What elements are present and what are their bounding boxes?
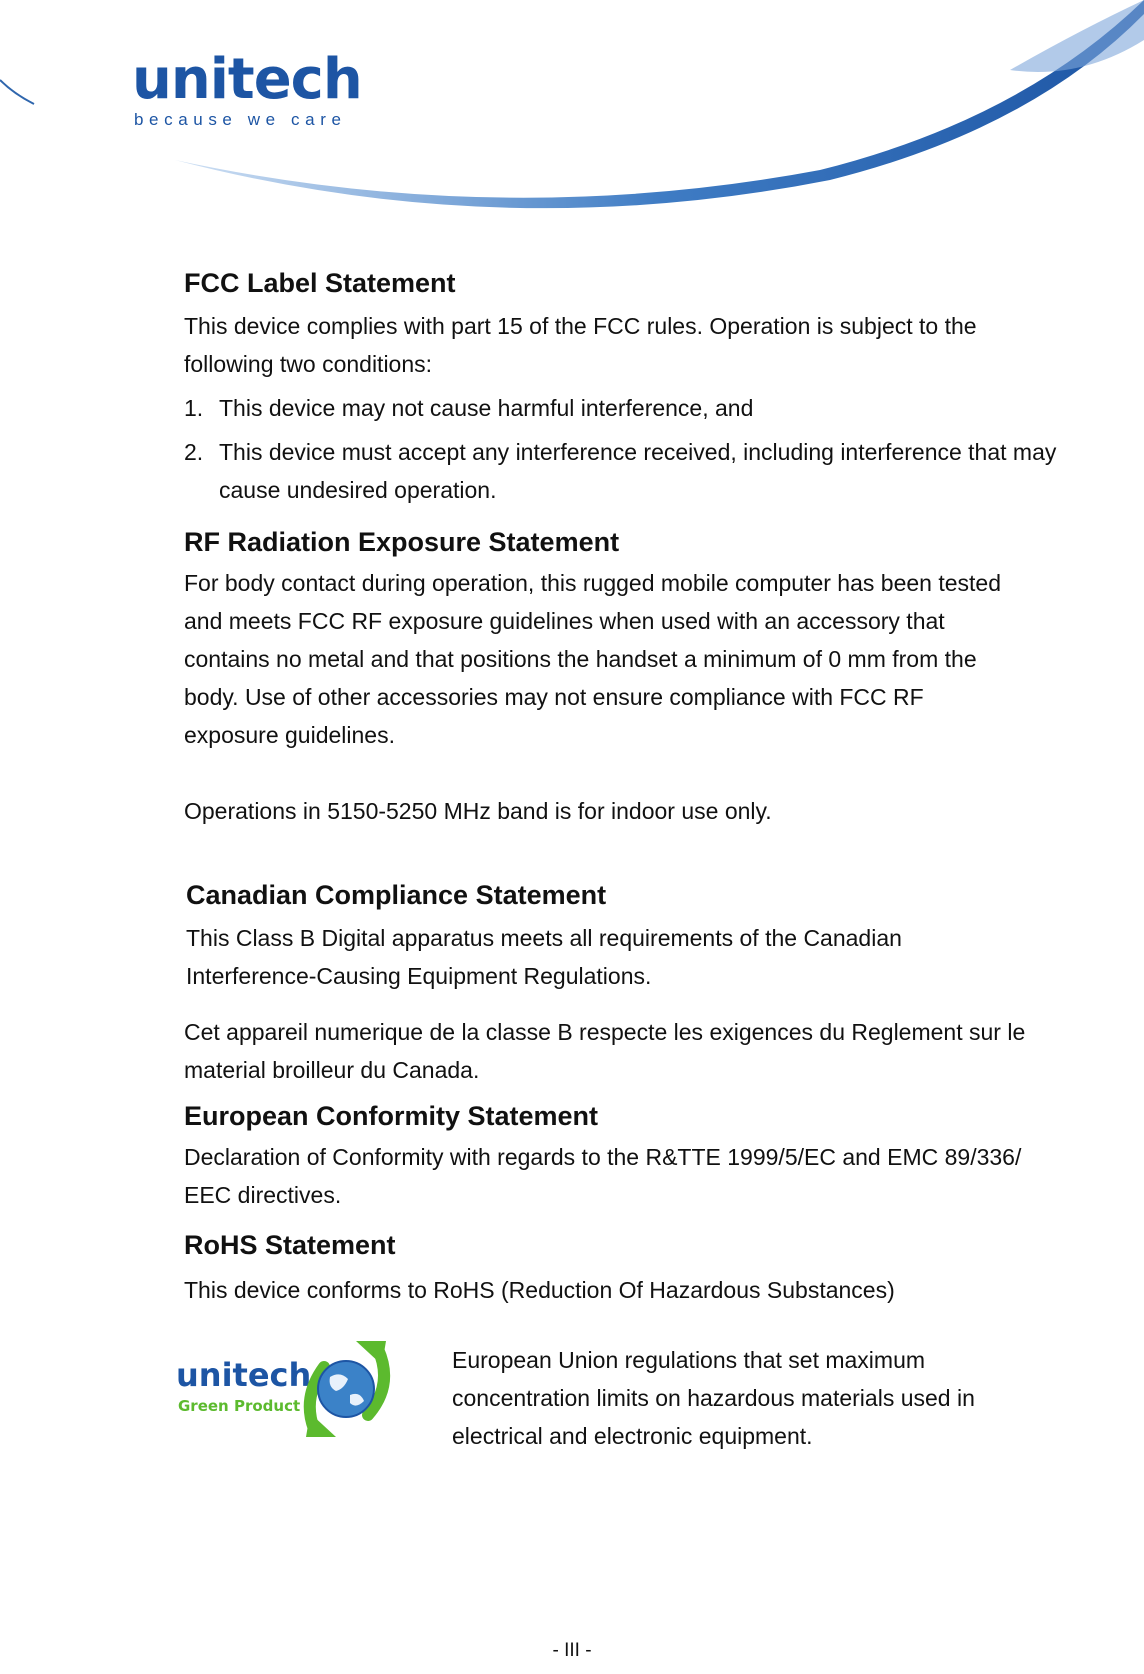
- rf-heading: RF Radiation Exposure Statement: [184, 527, 620, 558]
- europe-heading: European Conformity Statement: [184, 1101, 599, 1132]
- page-content: [176, 266, 1064, 1450]
- green-product-logo: [176, 1337, 396, 1441]
- fcc-section: [184, 266, 1064, 509]
- list-item-text: This device may not cause harmful interference, and: [219, 395, 754, 422]
- rf-section: [184, 525, 1064, 830]
- logo-tagline: because we care: [134, 110, 347, 129]
- green-logo-subtitle: Green Product: [178, 1397, 301, 1416]
- rohs-section: [176, 1228, 1064, 1450]
- list-item-text: This device must accept any interference received, including interference that may cause undesired operation.: [219, 439, 1057, 504]
- rf-body: For body contact during operation, this rugged mobile computer has been tested and meets FCC RF exposure guidelines when used with an accessory that contains no metal and that positions the handset a minimum of 0 mm from the body. Use of other accessories may not ensure compliance with FCC RF exposure guidelines.: [184, 570, 1001, 749]
- rf-note: Operations in 5150-5250 MHz band is for indoor use only.: [184, 798, 772, 825]
- canada-body-fr: Cet appareil numerique de la classe B respecte les exigences du Reglement sur le material broilleur du Canada.: [184, 1019, 1026, 1084]
- europe-section: [184, 1099, 1064, 1214]
- list-item: [184, 433, 1064, 509]
- rohs-body: European Union regulations that set maximum concentration limits on hazardous materials used in electrical and electronic equipment.: [452, 1347, 975, 1450]
- green-logo-wordmark: unitech: [176, 1356, 312, 1395]
- list-item-number: 2.: [184, 439, 204, 466]
- fcc-intro: This device complies with part 15 of the FCC rules. Operation is subject to the following two conditions:: [184, 313, 977, 378]
- unitech-logo: [132, 47, 362, 130]
- canada-heading: Canadian Compliance Statement: [186, 880, 607, 911]
- fcc-conditions-list: [184, 389, 1064, 509]
- logo-wordmark: unitech: [132, 47, 362, 112]
- fcc-heading: FCC Label Statement: [184, 268, 456, 298]
- europe-body: Declaration of Conformity with regards to the R&TTE 1999/5/EC and EMC 89/336/ EEC directives.: [184, 1144, 1022, 1209]
- green-product-row: [176, 1337, 1064, 1450]
- rohs-intro: This device conforms to RoHS (Reduction Of Hazardous Substances): [184, 1277, 895, 1304]
- globe-recycle-icon: [294, 1337, 398, 1441]
- canada-body: This Class B Digital apparatus meets all requirements of the Canadian Interference-Causing Equipment Regulations.: [186, 925, 902, 990]
- list-item-number: 1.: [184, 395, 204, 422]
- rohs-heading: RoHS Statement: [184, 1230, 396, 1261]
- page-number: - III -: [552, 1640, 592, 1661]
- list-item: [184, 389, 1064, 427]
- canada-section: [184, 878, 1064, 1089]
